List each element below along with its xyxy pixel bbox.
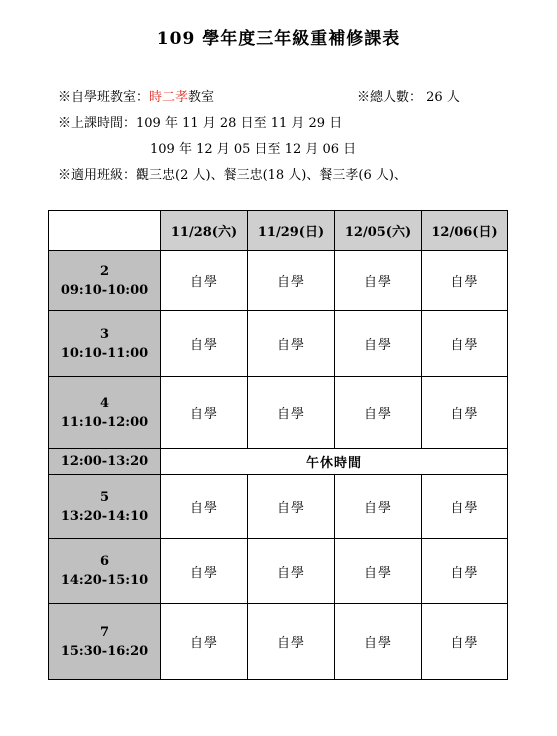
period-time: 10:10-11:00 <box>60 345 149 361</box>
schedule-cell: 自學 <box>422 377 508 449</box>
period-cell <box>49 251 161 311</box>
schedule-cell: 自學 <box>335 311 422 377</box>
period-row <box>49 475 508 539</box>
schedule-cell: 自學 <box>161 311 248 377</box>
schedule-cell: 自學 <box>161 251 248 311</box>
period-row <box>49 377 508 449</box>
schedule-cell: 自學 <box>248 539 335 604</box>
period-row <box>49 251 508 311</box>
schedule-cell: 自學 <box>248 475 335 539</box>
schedule-cell: 自學 <box>335 475 422 539</box>
room-info <box>58 86 214 105</box>
page-title: 109 學年度三年級重補修課表 <box>156 29 401 49</box>
lunch-row <box>49 449 508 475</box>
classes-label: ※適用班級： <box>58 168 137 183</box>
corner-cell <box>49 211 161 251</box>
schedule-table <box>48 210 508 680</box>
period-time: 15:30-16:20 <box>60 643 149 659</box>
schedule-cell: 自學 <box>422 604 508 680</box>
period-number: 6 <box>99 554 110 569</box>
schedule-cell: 自學 <box>335 604 422 680</box>
period-cell <box>49 604 161 680</box>
schedule-cell: 自學 <box>248 604 335 680</box>
period-row <box>49 604 508 680</box>
period-number: 2 <box>99 263 110 279</box>
schedule-cell: 自學 <box>161 539 248 604</box>
period-number: 7 <box>99 624 110 640</box>
schedule-cell: 自學 <box>335 539 422 604</box>
schedule-cell: 自學 <box>422 539 508 604</box>
schedule-cell: 自學 <box>422 251 508 311</box>
period-cell <box>49 311 161 377</box>
period-cell <box>49 475 161 539</box>
schedule-cell: 自學 <box>248 377 335 449</box>
period-time: 09:10-10:00 <box>60 282 149 298</box>
period-number: 5 <box>99 489 110 505</box>
room-suffix: 教室 <box>188 90 215 105</box>
classes-info <box>58 164 407 183</box>
period-row <box>49 311 508 377</box>
period-number: 4 <box>99 395 110 411</box>
schedule-cell: 自學 <box>161 475 248 539</box>
schedule-cell: 自學 <box>335 251 422 311</box>
header-row <box>49 211 508 251</box>
count-value: 26 人 <box>426 90 460 105</box>
date-header: 12/06(日) <box>422 211 508 251</box>
time-label: ※上課時間： <box>58 116 137 131</box>
total-count <box>357 86 460 105</box>
period-number: 3 <box>99 326 110 342</box>
period-cell <box>49 377 161 449</box>
count-label: ※總人數： <box>357 90 423 105</box>
schedule-cell: 自學 <box>248 251 335 311</box>
schedule-cell: 自學 <box>248 311 335 377</box>
period-cell <box>49 539 161 604</box>
room-value: 時二孝 <box>149 90 189 105</box>
schedule-cell: 自學 <box>161 377 248 449</box>
period-time: 11:10-12:00 <box>60 414 149 430</box>
schedule-cell: 自學 <box>335 377 422 449</box>
date-header: 12/05(六) <box>335 211 422 251</box>
date-header: 11/29(日) <box>248 211 335 251</box>
classes-value: 觀三忠(2 人)、餐三忠(18 人)、餐三孝(6 人)、 <box>136 168 407 183</box>
time-range-1: 109 年 11 月 28 日至 11 月 29 日 <box>136 116 343 131</box>
date-header: 11/28(六) <box>161 211 248 251</box>
schedule-cell: 自學 <box>422 311 508 377</box>
lunch-time-cell: 12:00-13:20 <box>49 449 161 475</box>
time-info-line1 <box>58 112 342 131</box>
schedule-cell: 自學 <box>161 604 248 680</box>
room-label: ※自學班教室： <box>58 90 150 105</box>
period-time: 13:20-14:10 <box>60 508 149 524</box>
schedule-cell: 自學 <box>422 475 508 539</box>
period-row <box>49 539 508 604</box>
period-time: 14:20-15:10 <box>60 573 149 588</box>
time-range-2: 109 年 12 月 05 日至 12 月 06 日 <box>150 142 357 157</box>
lunch-label: 午休時間 <box>161 449 508 475</box>
